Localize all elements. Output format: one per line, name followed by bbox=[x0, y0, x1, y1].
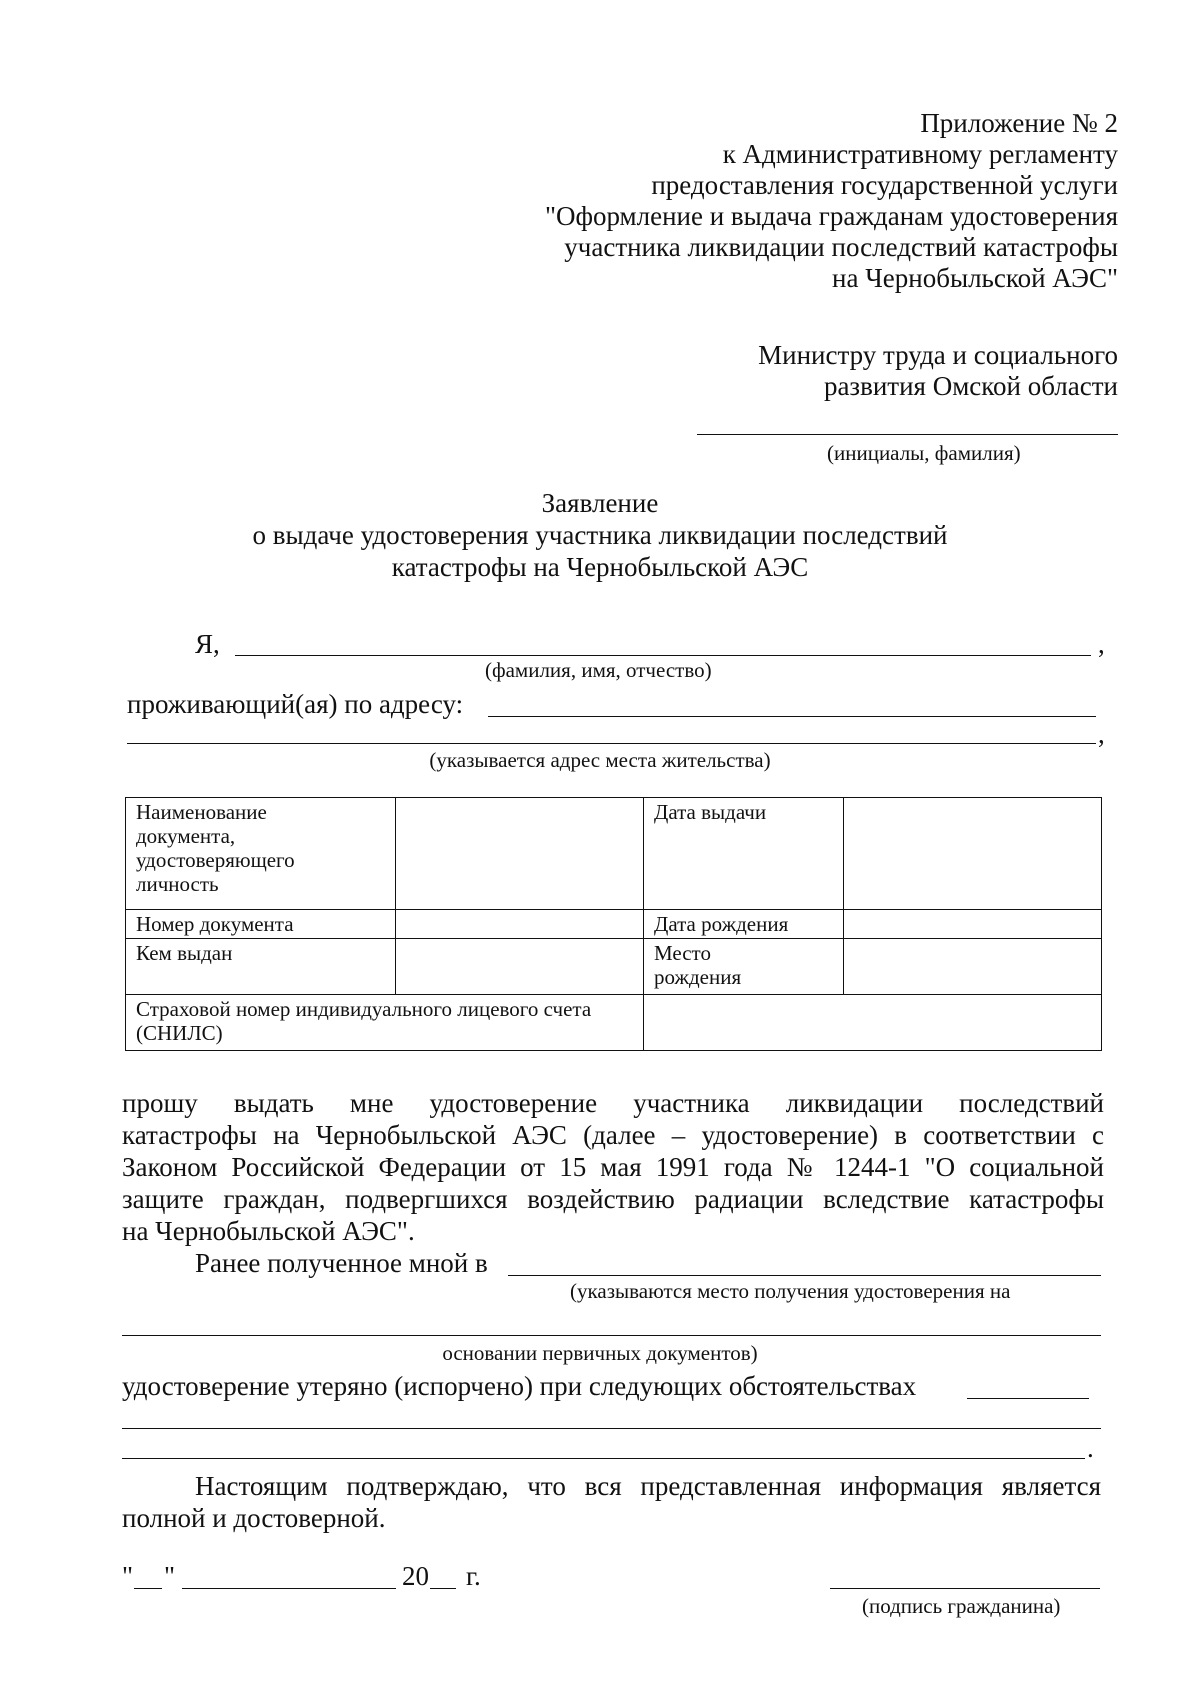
identity-table bbox=[125, 797, 1102, 1051]
circumstances-field-1[interactable] bbox=[967, 1398, 1089, 1399]
request-line: на Чернобыльской АЭС". bbox=[122, 1216, 415, 1246]
appendix-line: Приложение № 2 bbox=[920, 108, 1118, 138]
snils-label: Страховой номер индивидуального лицевого счета (СНИЛС) bbox=[126, 995, 644, 1051]
name-caption: (фамилия, имя, отчество) bbox=[485, 658, 712, 682]
appendix-line: "Оформление и выдача гражданам удостоверения bbox=[544, 201, 1118, 231]
applicant-prefix: Я, bbox=[195, 629, 220, 659]
signature-field[interactable] bbox=[830, 1588, 1100, 1589]
signature-caption: (подпись гражданина) bbox=[862, 1594, 1061, 1618]
table-row bbox=[126, 798, 1102, 910]
issued-by-value[interactable] bbox=[396, 939, 644, 995]
appendix-line: предоставления государственной услуги bbox=[651, 170, 1118, 200]
addressee-line: Министру труда и социального bbox=[758, 340, 1118, 370]
appendix-line: на Чернобыльской АЭС" bbox=[832, 263, 1118, 293]
circumstances-field-3[interactable] bbox=[122, 1458, 1085, 1459]
request-line: защите граждан, подвергшихся воздействию радиации вследствие катастрофы bbox=[122, 1184, 1104, 1214]
table-row bbox=[126, 995, 1102, 1051]
confirm-line: полной и достоверной. bbox=[122, 1503, 386, 1533]
previous-place-field[interactable] bbox=[508, 1275, 1101, 1276]
issue-date-label: Дата выдачи bbox=[644, 798, 844, 910]
doc-number-value[interactable] bbox=[396, 910, 644, 939]
doc-name-label: Наименование документа, удостоверяющего личность bbox=[126, 798, 396, 910]
address-field-1[interactable] bbox=[488, 716, 1096, 717]
previous-caption: основании первичных документов) bbox=[442, 1341, 758, 1365]
addressee-name-field[interactable] bbox=[697, 434, 1118, 435]
addressee-caption: (инициалы, фамилия) bbox=[827, 441, 1021, 465]
comma: , bbox=[1098, 629, 1105, 659]
date-day-field[interactable] bbox=[134, 1588, 162, 1589]
doc-name-value[interactable] bbox=[396, 798, 644, 910]
year-suffix: г. bbox=[466, 1561, 481, 1591]
document-title bbox=[0, 487, 1200, 583]
request-line: Законом Российской Федерации от 15 мая 1991 года № 1244-1 "О социальной bbox=[122, 1152, 1104, 1182]
date-quote-open: " bbox=[122, 1561, 134, 1591]
circumstances-field-2[interactable] bbox=[122, 1428, 1101, 1429]
comma: , bbox=[1098, 719, 1105, 749]
request-line: прошу выдать мне удостоверение участника ликвидации последствий bbox=[122, 1088, 1104, 1118]
snils-value[interactable] bbox=[644, 995, 1102, 1051]
table-row bbox=[126, 939, 1102, 995]
doc-number-label: Номер документа bbox=[126, 910, 396, 939]
previous-caption: (указываются место получения удостоверения на bbox=[570, 1279, 1011, 1303]
birth-place-label: Место рождения bbox=[644, 939, 844, 995]
year-prefix: 20 bbox=[402, 1561, 429, 1591]
addressee-block bbox=[758, 340, 1118, 402]
birth-place-value[interactable] bbox=[844, 939, 1102, 995]
address-caption: (указывается адрес места жительства) bbox=[429, 748, 771, 772]
period: . bbox=[1087, 1433, 1094, 1463]
title-heading: Заявление bbox=[541, 488, 659, 518]
address-label: проживающий(ая) по адресу: bbox=[127, 689, 464, 719]
birth-date-value[interactable] bbox=[844, 910, 1102, 939]
date-quote-close: " bbox=[164, 1561, 176, 1591]
applicant-name-field[interactable] bbox=[235, 655, 1091, 656]
date-month-field[interactable] bbox=[182, 1588, 396, 1589]
date-year-field[interactable] bbox=[430, 1588, 456, 1589]
title-line: о выдаче удостоверения участника ликвидации последствий bbox=[252, 520, 948, 550]
table-row bbox=[126, 910, 1102, 939]
lost-label: удостоверение утеряно (испорчено) при следующих обстоятельствах bbox=[122, 1371, 917, 1401]
addressee-line: развития Омской области bbox=[823, 371, 1118, 401]
address-field-2[interactable] bbox=[127, 743, 1096, 744]
issued-by-label: Кем выдан bbox=[126, 939, 396, 995]
issue-date-value[interactable] bbox=[844, 798, 1102, 910]
previous-place-field-2[interactable] bbox=[122, 1335, 1101, 1336]
appendix-line: к Административному регламенту bbox=[722, 139, 1118, 169]
previous-label: Ранее полученное мной в bbox=[195, 1248, 488, 1278]
request-line: катастрофы на Чернобыльской АЭС (далее – удостоверение) в соответствии с bbox=[122, 1120, 1104, 1150]
appendix-header bbox=[545, 108, 1118, 294]
title-line: катастрофы на Чернобыльской АЭС bbox=[391, 552, 809, 582]
birth-date-label: Дата рождения bbox=[644, 910, 844, 939]
confirm-line: Настоящим подтверждаю, что вся представленная информация является bbox=[195, 1471, 1101, 1501]
appendix-line: участника ликвидации последствий катастрофы bbox=[564, 232, 1118, 262]
